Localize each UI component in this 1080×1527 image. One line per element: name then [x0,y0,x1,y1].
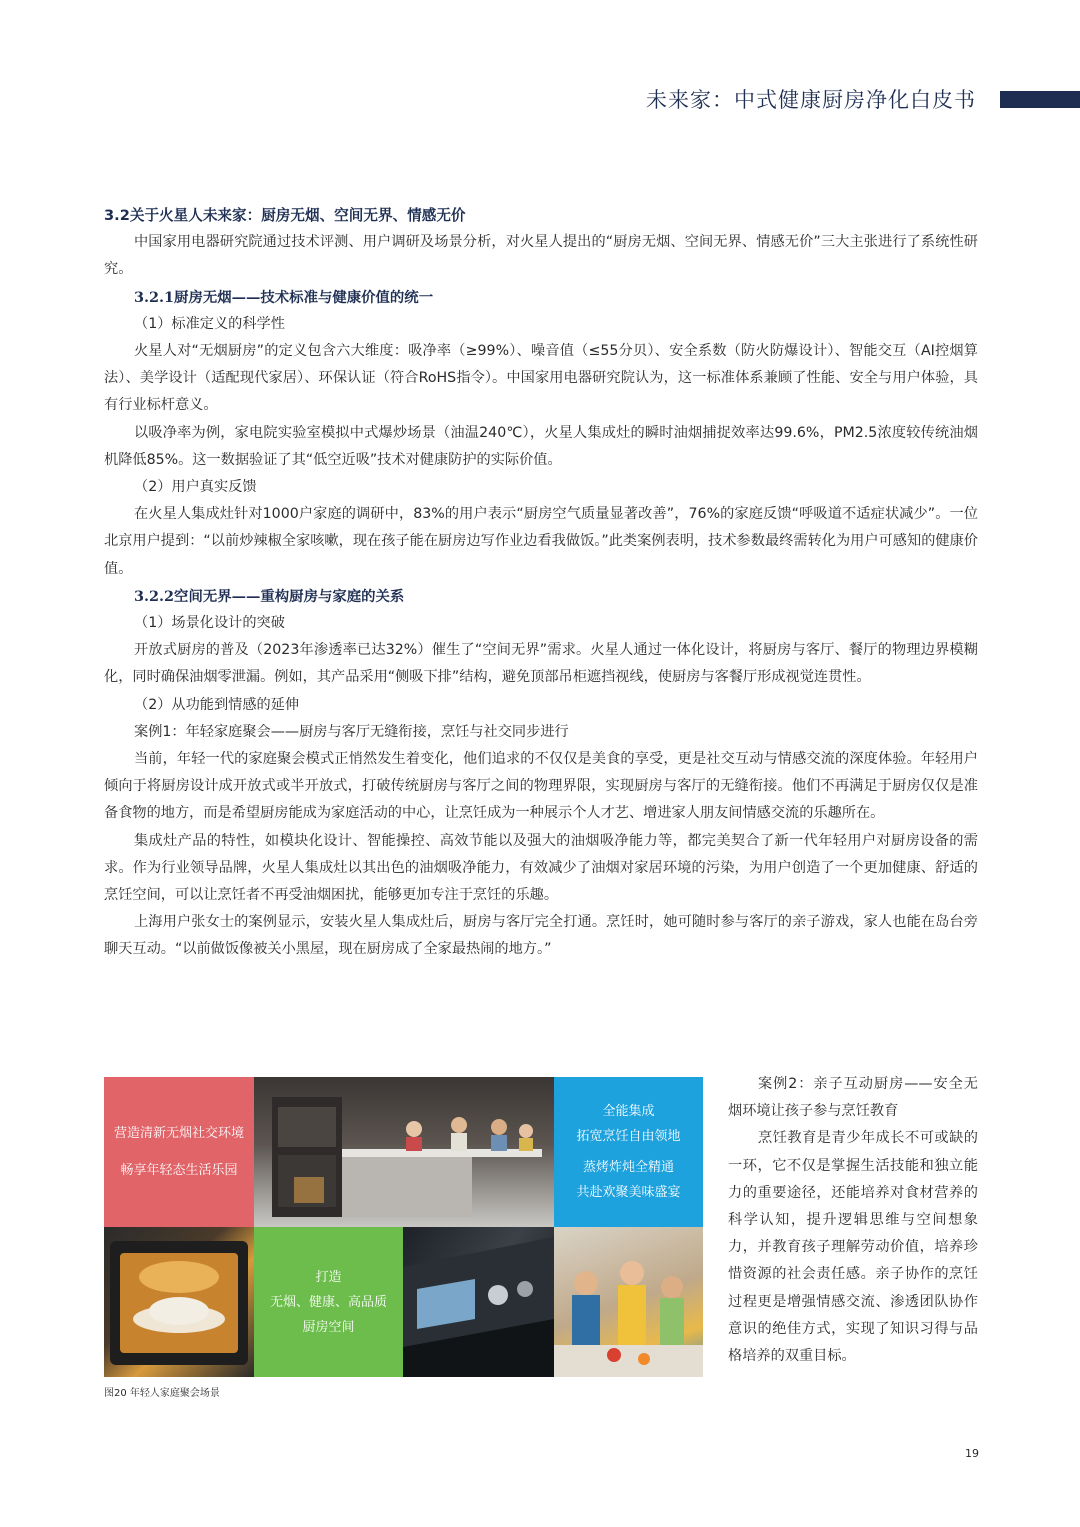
paragraph: 以吸净率为例，家电院实验室模拟中式爆炒场景（油温240℃），火星人集成灶的瞬时油烟捕捉效率达99.6%，PM2.5浓度较传统油烟机降低85%。这一数据验证了其“低空近吸”技术对健康防护的实际价值。 [104,424,978,468]
smart-panel-image [403,1227,554,1377]
list-item-heading: （2）从功能到情感的延伸 [134,696,300,713]
promo-text: 无烟、健康、高品质 [269,1294,387,1310]
promo-text: 全能集成 [602,1104,655,1119]
paragraph: 在火星人集成灶针对1000户家庭的调研中，83%的用户表示“厨房空气质量显著改善”，76%的家庭反馈“呼吸道不适症状减少”。一位北京用户提到：“以前炒辣椒全家咳嗽，现在孩子能在厨房边写作业边看我做饭。”此类案例表明，技术参数最终需转化为用户可感知的健康价值。 [104,506,978,577]
kitchen-scene-image [254,1077,554,1227]
main-text [104,202,978,964]
oven-image [104,1227,254,1377]
figure-collage [104,1077,703,1377]
promo-text: 拓宽烹饪自由领地 [576,1129,681,1144]
paragraph: 上海用户张女士的案例显示，安装火星人集成灶后，厨房与客厅完全打通。烹饪时，她可随时参与客厅的亲子游戏，家人也能在岛台旁聊天互动。“以前做饭像被关小黑屋，现在厨房成了全家最热闹的地方。” [104,914,978,958]
page-number: 19 [965,1447,979,1460]
paragraph: 火星人对“无烟厨房”的定义包含六大维度：吸净率（≥99%）、噪音值（≤55分贝）、安全系数（防火防爆设计）、智能交互（AI控烟算法）、美学设计（适配现代家居）、环保认证（符合RoHS指令）。中国家用电器研究院认为，这一标准体系兼顾了性能、安全与用户体验，具有行业标杆意义。 [104,343,978,414]
paragraph: 当前，年轻一代的家庭聚会模式正悄然发生着变化，他们追求的不仅仅是美食的享受，更是社交互动与情感交流的深度体验。年轻用户倾向于将厨房设计成开放式或半开放式，打破传统厨房与客厅之间的物理界限，实现厨房与客厅的无缝衔接。他们不再满足于厨房仅仅是准备食物的地方，而是希望厨房能成为家庭活动的中心，让烹饪成为一种展示个人才艺、增进家人朋友间情感交流的乐趣所在。 [104,751,978,822]
list-item-heading: （1）场景化设计的突破 [134,615,285,632]
kitchen-party-photo [254,1077,554,1227]
list-item-heading: （2）用户真实反馈 [134,479,257,496]
promo-text: 蒸烤炸炖全精通 [582,1160,674,1175]
promo-text: 畅享年轻态生活乐园 [120,1163,238,1178]
oven-photo [104,1227,254,1377]
family-image [554,1227,703,1377]
case-heading: 案例2：亲子互动厨房——安全无烟环境让孩子参与烹饪教育 [728,1076,978,1120]
section-heading: 3.2关于火星人未来家：厨房无烟、空间无界、情感无价 [104,207,466,224]
paragraph: 中国家用电器研究院通过技术评测、用户调研及场景分析，对火星人提出的“厨房无烟、空间无界、情感无价”三大主张进行了系统性研究。 [104,234,978,278]
family-cooking-photo [554,1227,703,1377]
header-accent-bar [1000,91,1080,108]
promo-tile-integration [554,1077,703,1227]
figure-caption: 图20 年轻人家庭聚会场景 [104,1388,220,1399]
list-item-heading: （1）标准定义的科学性 [134,315,285,332]
promo-text: 营造清新无烟社交环境 [113,1126,244,1141]
promo-text: 打造 [315,1269,342,1285]
subsection-heading: 3.2.1厨房无烟——技术标准与健康价值的统一 [134,288,434,306]
case2-column [728,1071,978,1370]
paragraph: 开放式厨房的普及（2023年渗透率已达32%）催生了“空间无界”需求。火星人通过一体化设计，将厨房与客厅、餐厅的物理边界模糊化，同时确保油烟零泄漏。例如，其产品采用“侧吸下排”结构，避免顶部吊柜遮挡视线，使厨房与客餐厅形成视觉连贯性。 [104,642,978,686]
promo-tile-social [104,1077,254,1227]
promo-text: 厨房空间 [302,1319,355,1335]
promo-text: 共赴欢聚美味盛宴 [576,1185,681,1200]
promo-tile-healthy-kitchen [254,1227,403,1377]
page-header-title: 未来家：中式健康厨房净化白皮书 [646,88,976,112]
control-panel-photo [403,1227,554,1377]
paragraph: 集成灶产品的特性，如模块化设计、智能操控、高效节能以及强大的油烟吸净能力等，都完美契合了新一代年轻用户对厨房设备的需求。作为行业领导品牌，火星人集成灶以其出色的油烟吸净能力，有效减少了油烟对家居环境的污染，为用户创造了一个更加健康、舒适的烹饪空间，可以让烹饪者不再受油烟困扰，能够更加专注于烹饪的乐趣。 [104,832,978,904]
subsection-heading: 3.2.2空间无界——重构厨房与家庭的关系 [134,587,405,605]
paragraph: 烹饪教育是青少年成长不可或缺的一环，它不仅是掌握生活技能和独立能力的重要途径，还能培养对食材营养的科学认知，提升逻辑思维与空间想象力，并教育孩子理解劳动价值，培养珍惜资源的社会责任感。亲子协作的烹饪过程更是增强情感交流、渗透团队协作意识的绝佳方式，实现了知识习得与品格培养的双重目标。 [728,1130,978,1365]
case-heading: 案例1：年轻家庭聚会——厨房与客厅无缝衔接，烹饪与社交同步进行 [134,723,569,740]
